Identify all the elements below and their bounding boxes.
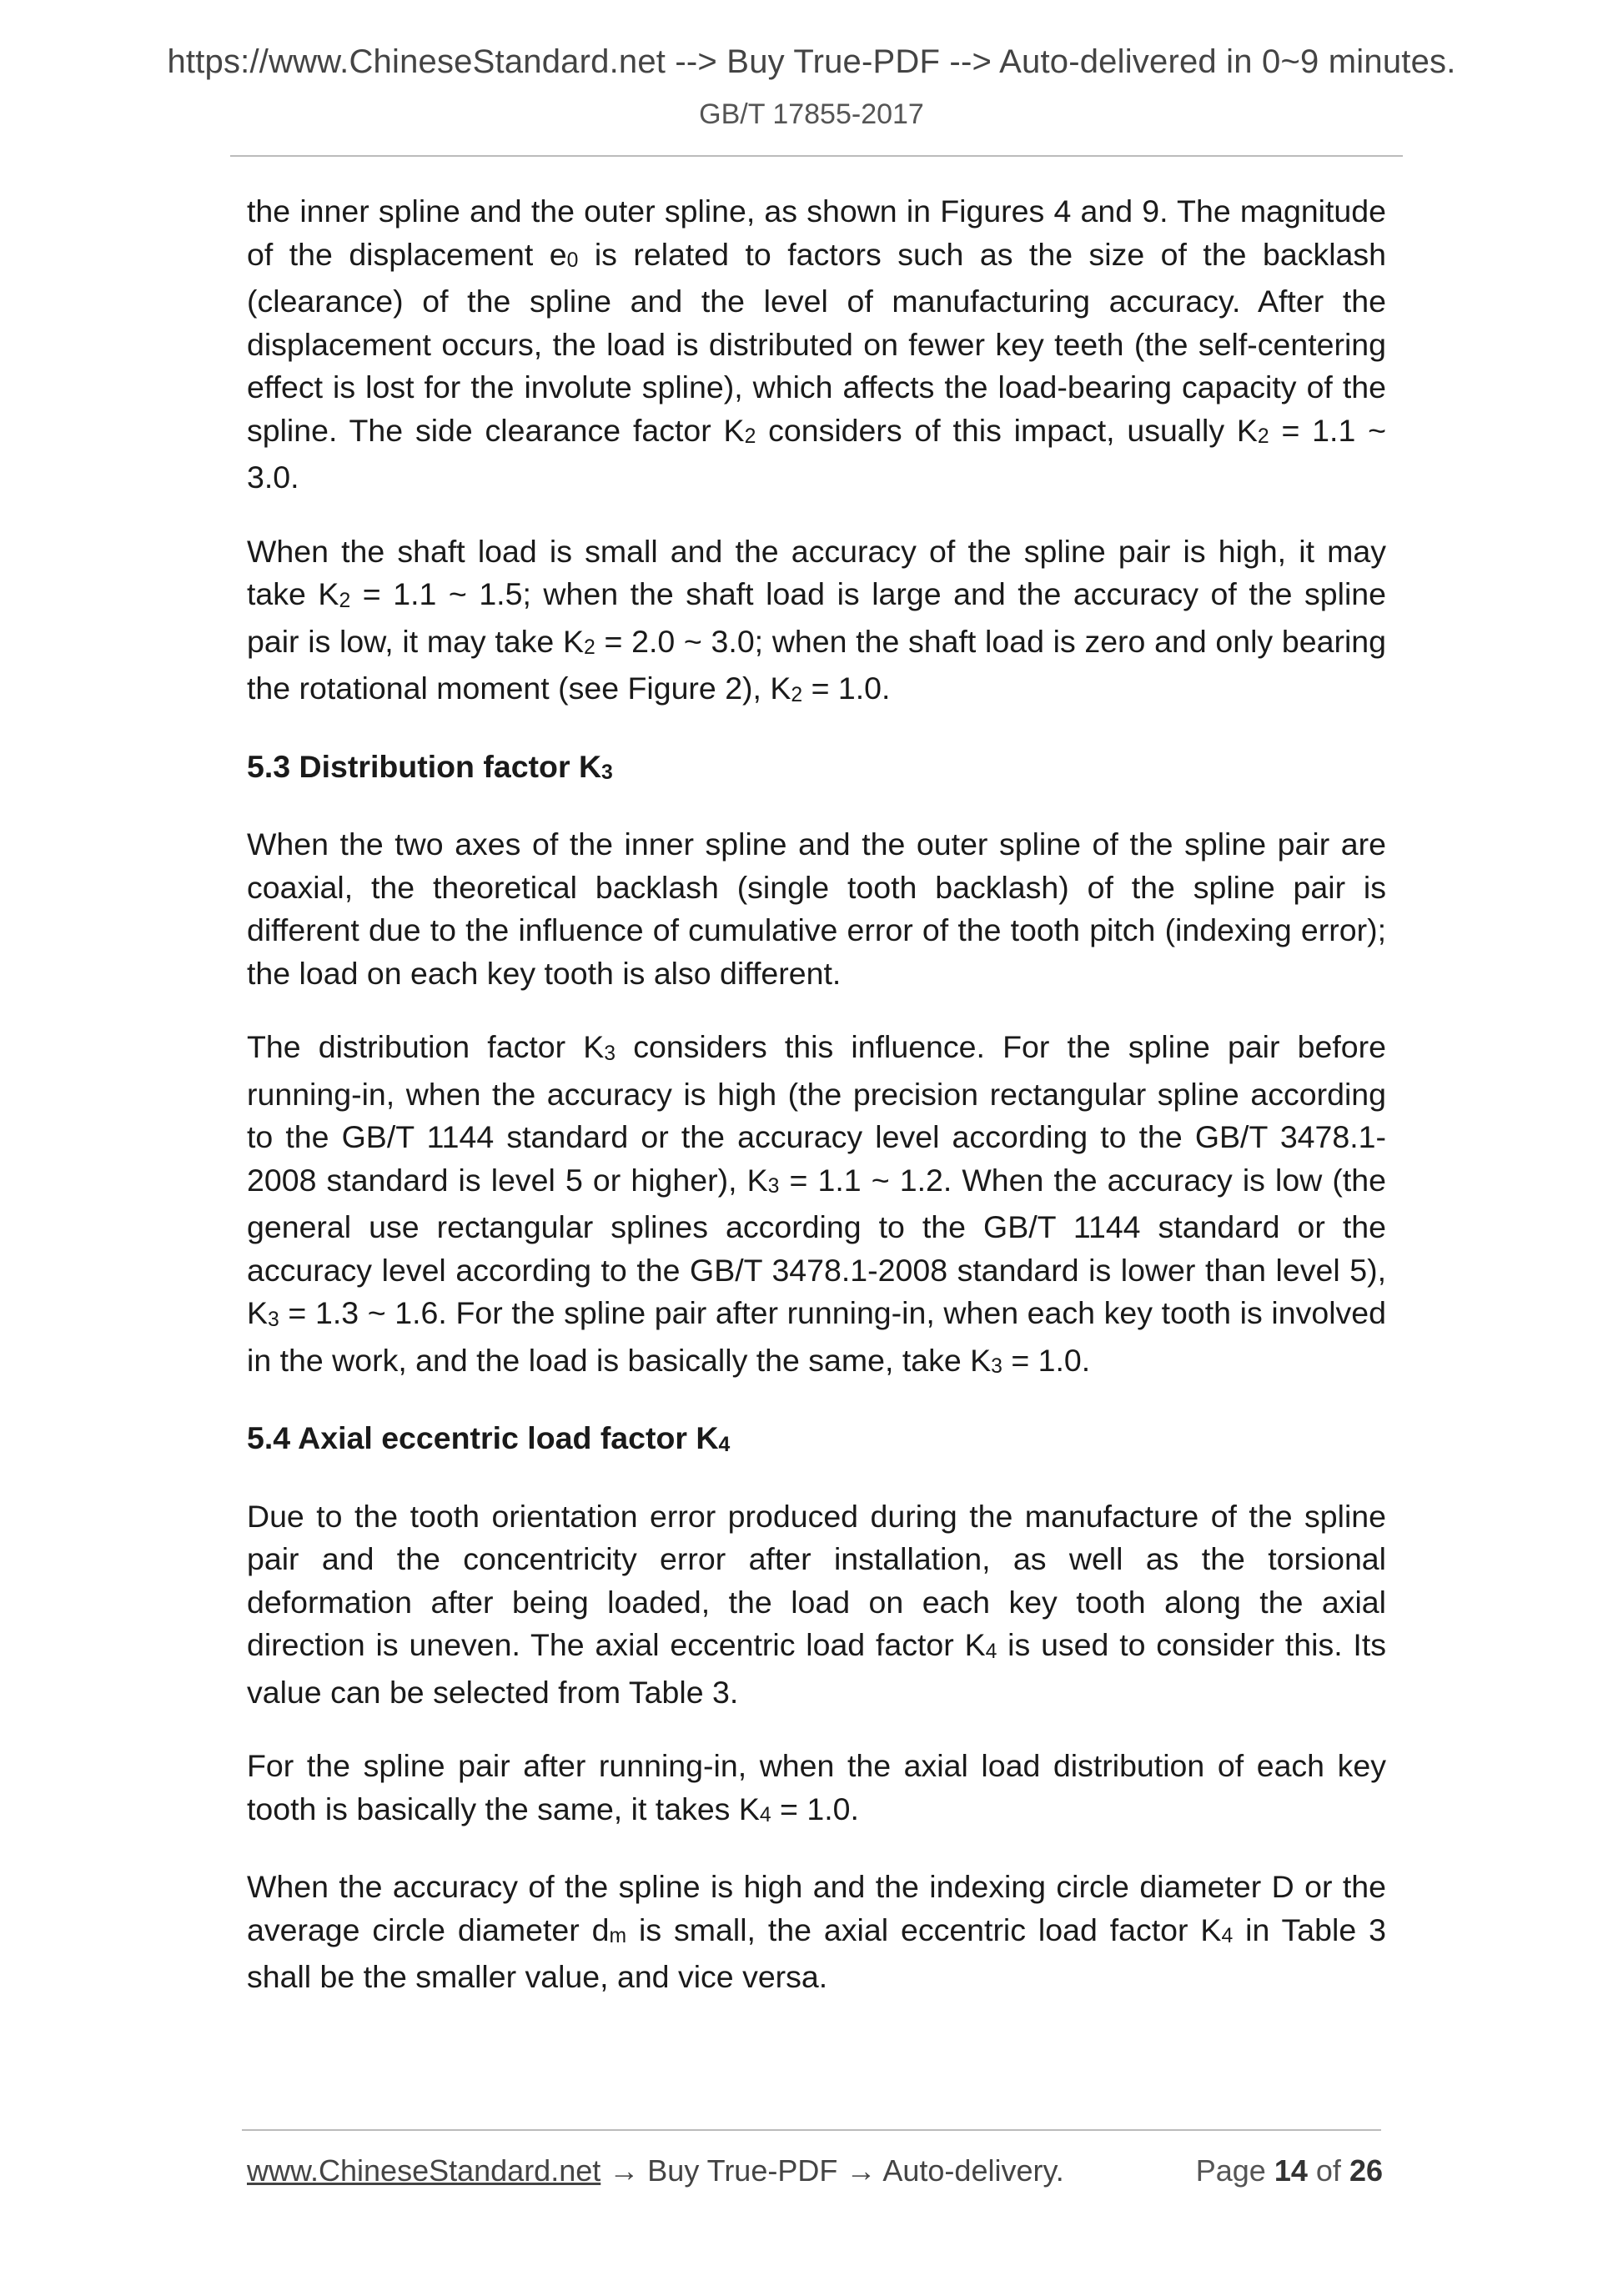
footer-site-link[interactable]: www.ChineseStandard.net [247, 2153, 601, 2188]
paragraph-accuracy-high: When the accuracy of the spline is high and the indexing circle diameter D or the average circle diameter $d_m$ is small, the axial eccentric load factor $K_4$ in Table 3 shall be the smaller value, and vice versa. [247, 1869, 1386, 1994]
total-pages: 26 [1349, 2153, 1383, 2188]
page-number: Page 14 of 26 [1195, 2153, 1383, 2188]
current-page: 14 [1274, 2153, 1308, 2188]
standard-number: GB/T 17855-2017 [699, 98, 924, 130]
paragraph-displacement: the inner spline and the outer spline, as shown in Figures 4 and 9. The magnitude of the displacement $e_0$ is related to factors such as the size of the backlash (clearance) of the spline and the level of manufacturing accuracy. After the displacement occurs, the load is distributed on fewer key teeth (the self-centering effect is lost for the involute spline), which affects the load-bearing capacity of the spline. The side clearance factor $K_2$ considers of this impact, usually $K_2 = 1.1$ ~ 3.0. [247, 193, 1386, 495]
paragraph-shaft-load: When the shaft load is small and the accuracy of the spline pair is high, it may take $K_2 = 1.1$ ~ 1.5; when the shaft load is large and the accuracy of the spline pair is low, it may take $K_2 = 2.0$ ~ 3.0; when the shaft load is zero and only bearing the rotational moment (see Figure 2), $K_2 = 1.0$. [247, 533, 1387, 706]
footer-delivery-text: Auto-delivery. [882, 2153, 1064, 2188]
paragraph-distribution-factor: The distribution factor $K_3$ considers this influence. For the spline pair before running-in, when the accuracy is high (the precision rectangular spline according to the GB/T 1144 standard or the accuracy level according to the GB/T 3478.1-2008 standard is level 5 or higher), $K_3 = 1.1$ ~ 1.2. When the accuracy is low (the general use rectangular splines according to the GB/T 1144 standard or the accuracy level according to the GB/T 3478.1-2008 standard is lower than level 5), $K_3 = 1.3$ ~ 1.6. For the spline pair after running-in, when each key tooth is involved in the work, and the load is basically the same, take $K_3 = 1.0$. [247, 1029, 1387, 1379]
footer-buy-text: Buy True-PDF [647, 2153, 838, 2188]
arrow-icon: → [846, 2153, 877, 2188]
paragraph-running-in: For the spline pair after running-in, when the axial load distribution of each key tooth is basically the same, it takes $K_4 = 1.0$. [247, 1748, 1386, 1827]
paragraph-tooth-orientation: Due to the tooth orientation error produced during the manufacture of the spline pair and the concentricity error after installation, as well as the torsional deformation after being loaded, the load on each key tooth along the axial direction is uneven. The axial eccentric load factor $K_4$ is used to consider this. Its value can be selected from Table 3. [247, 1498, 1387, 1710]
arrow-icon: → [609, 2153, 640, 2188]
footer-divider [242, 2129, 1381, 2131]
paragraph-coaxial: When the two axes of the inner spline and the outer spline of the spline pair are coaxial, the theoretical backlash (single tooth backlash) of the spline pair is different due to the influence of cumulative error of the tooth pitch (indexing error); the load on each key tooth is also different. [247, 826, 1386, 991]
page-content [247, 190, 1386, 2030]
section-heading-5-3: 5.3 Distribution factor $K_3$ [247, 748, 613, 785]
header-url-line: https://www.ChineseStandard.net --> Buy True-PDF --> Auto-delivered in 0~9 minutes. [167, 43, 1456, 80]
section-heading-5-4: 5.4 Axial eccentric load factor $K_4$ [247, 1420, 731, 1456]
footer-promo [247, 2153, 1064, 2188]
header-divider [230, 155, 1403, 157]
